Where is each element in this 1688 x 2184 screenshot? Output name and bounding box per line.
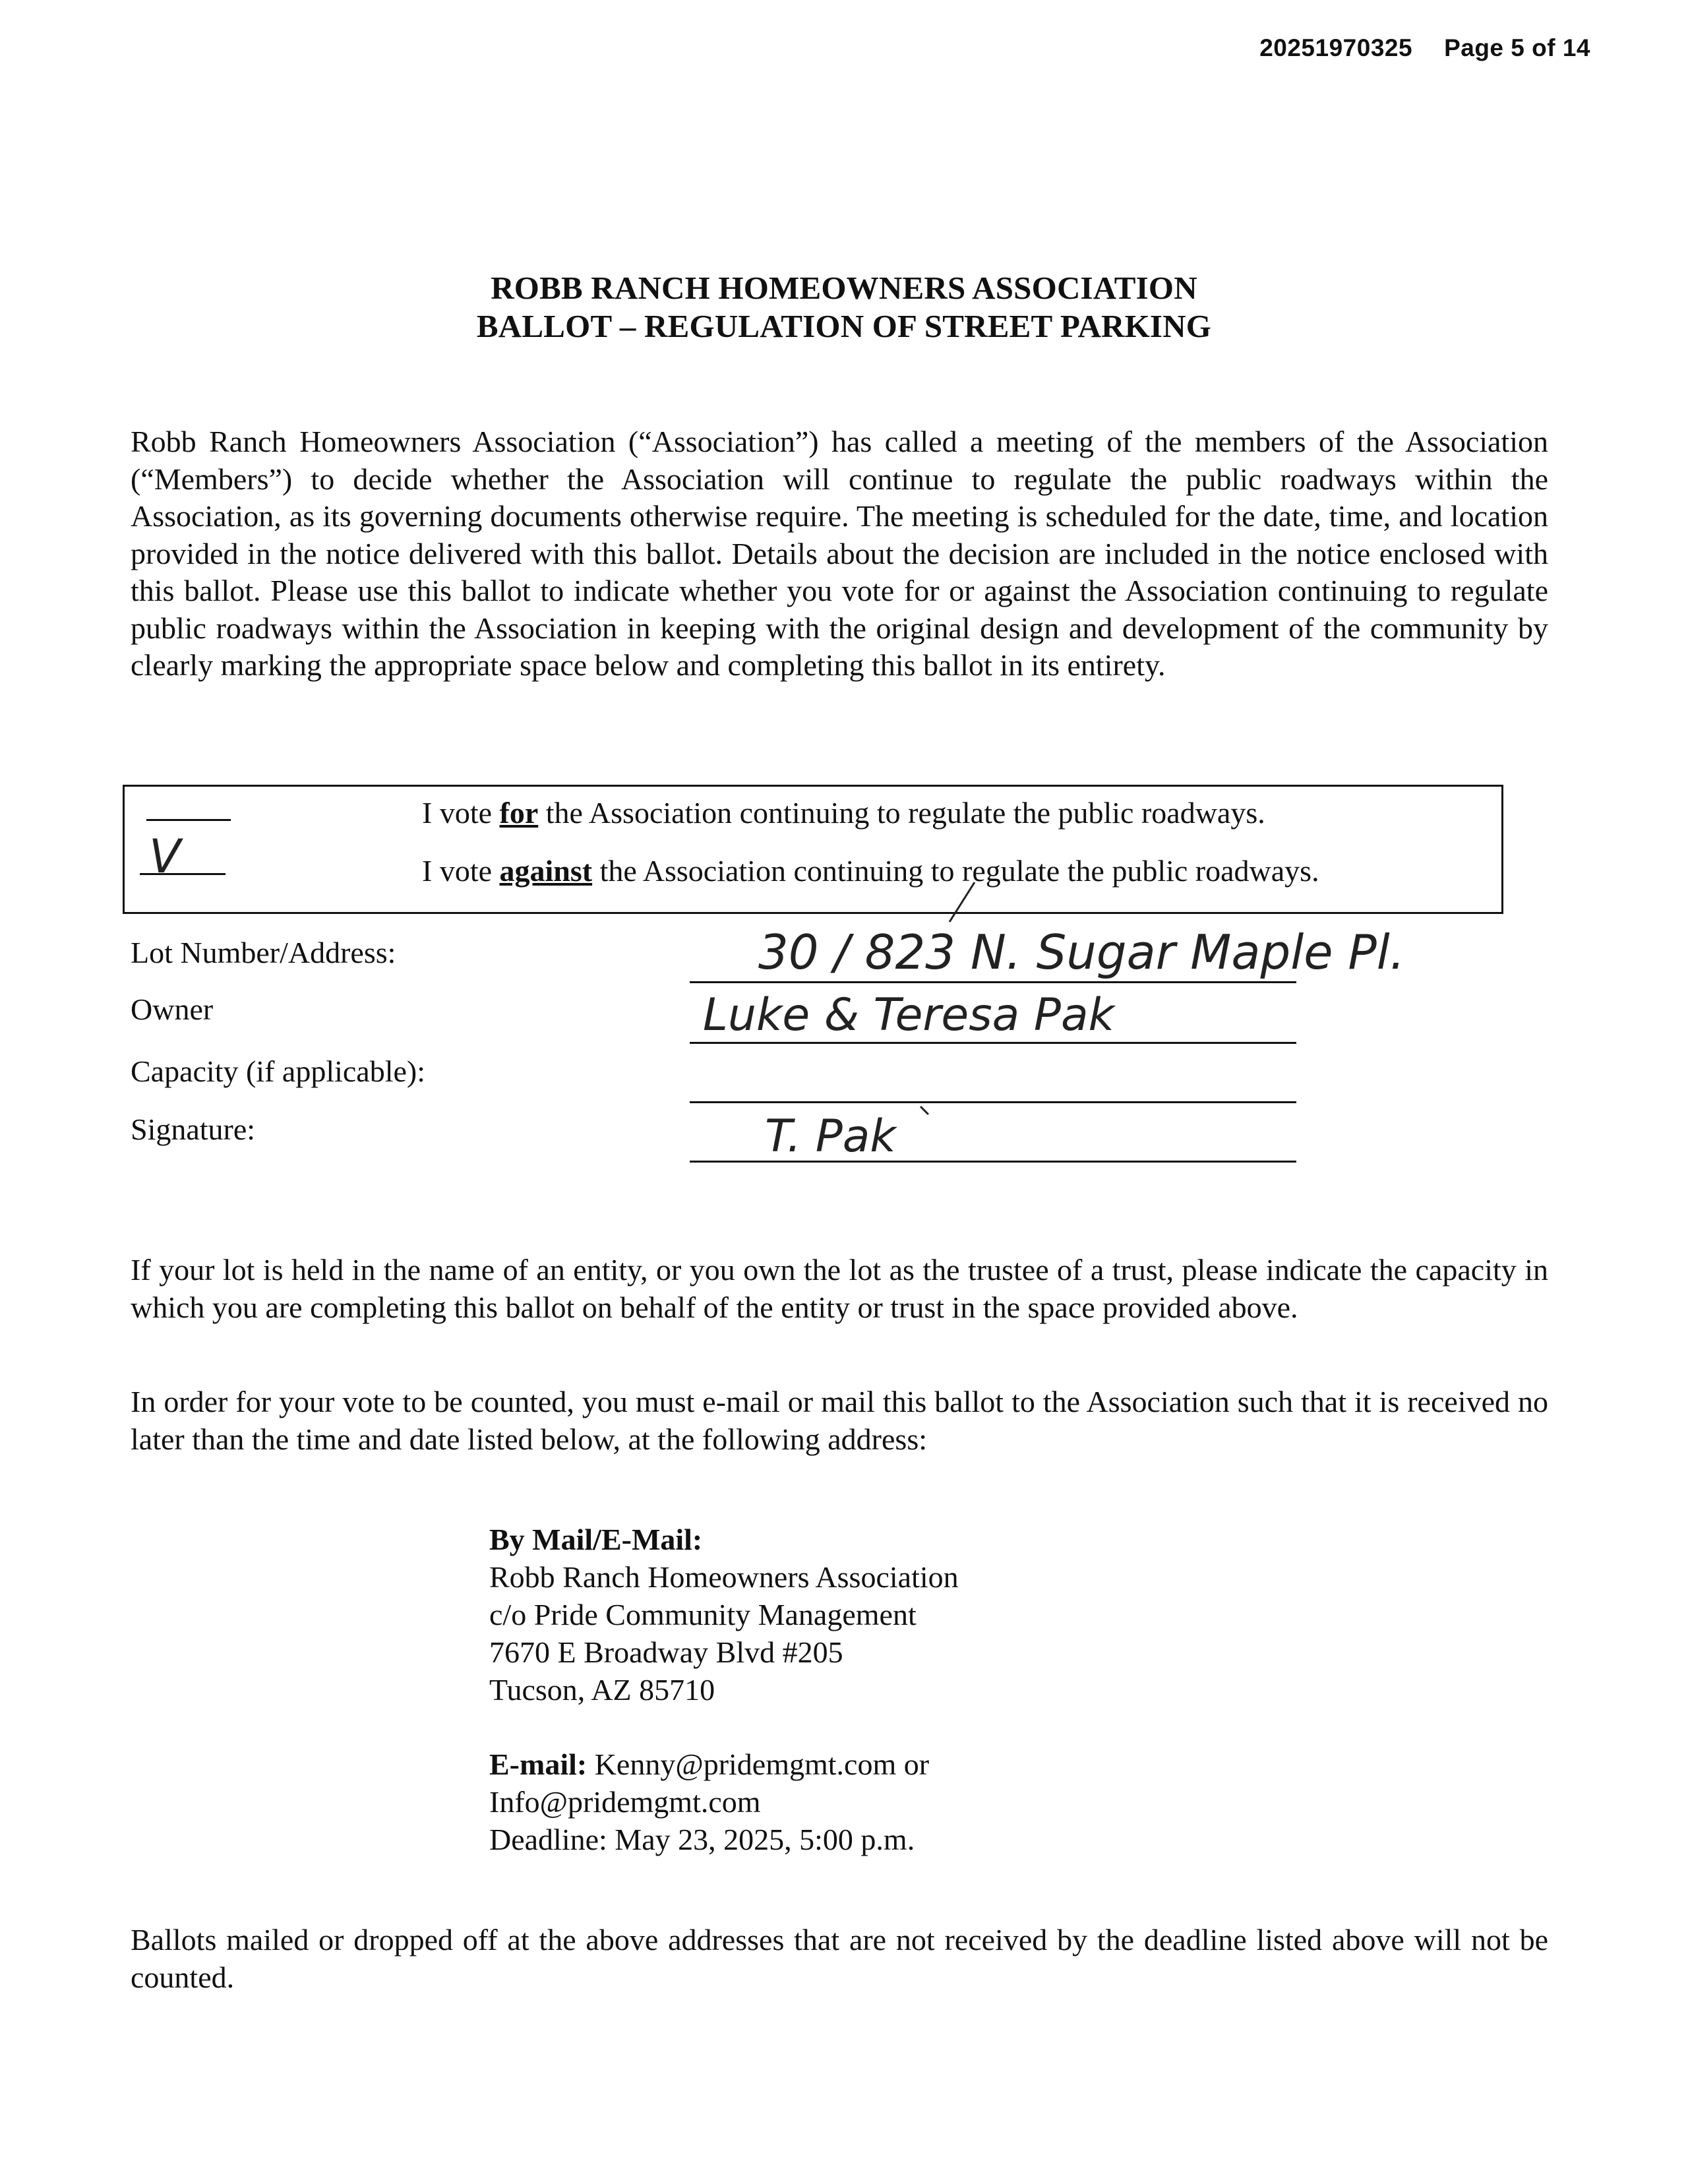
- document-subtitle: BALLOT – REGULATION OF STREET PARKING: [476, 308, 1212, 344]
- address-heading: By Mail/E-Mail:: [489, 1523, 703, 1556]
- vote-for-option: I vote for the Association continuing to regulate the public roadways.: [422, 796, 1265, 830]
- page-label: Page 5 of 14: [1444, 34, 1590, 61]
- address-block: [489, 1521, 959, 1858]
- vote-against-keyword: against: [499, 854, 593, 888]
- intro-paragraph: Robb Ranch Homeowners Association (“Association”) has called a meeting of the members of the Association (“Members”) to decide whether the Association will continue to regulate the public roadways within the Association, as its governing documents otherwise require. The meeting is scheduled for the date, time, and location provided in the notice delivered with this ballot. Details about the decision are included in the notice enclosed with this ballot. Please use this ballot to indicate whether you vote for or against the Association continuing to regulate public roadways within the Association in keeping with the original design and development of the community by clearly marking the appropriate space below and completing this ballot in its entirety.: [131, 425, 1548, 682]
- submit-paragraph: In order for your vote to be counted, you must e-mail or mail this ballot to the Association such that it is received no later than the time and date listed below, at the following address:: [131, 1385, 1548, 1456]
- owner-label: Owner: [131, 992, 214, 1026]
- address-line-3: 7670 E Broadway Blvd #205: [489, 1635, 843, 1669]
- email-1: Kenny@pridemgmt.com or: [587, 1747, 930, 1781]
- document-number: 20251970325: [1259, 34, 1413, 61]
- vote-for-keyword: for: [499, 796, 539, 830]
- signature-value: T. Pak: [765, 1110, 896, 1163]
- lot-address-label: Lot Number/Address:: [131, 936, 396, 969]
- deadline: Deadline: May 23, 2025, 5:00 p.m.: [489, 1823, 915, 1856]
- signature-label: Signature:: [131, 1112, 256, 1146]
- address-line-2: c/o Pride Community Management: [489, 1598, 917, 1631]
- email-2: Info@pridemgmt.com: [489, 1785, 761, 1819]
- vote-against-option: I vote against the Association continuing to regulate the public roadways.: [422, 854, 1319, 888]
- document-title: ROBB RANCH HOMEOWNERS ASSOCIATION: [491, 270, 1197, 306]
- closing-paragraph: Ballots mailed or dropped off at the above addresses that are not received by the deadline listed above will not be counted.: [131, 1923, 1548, 1994]
- owner-value: Luke & Teresa Pak: [703, 989, 1114, 1041]
- email-line-1: [489, 1745, 959, 1783]
- capacity-label: Capacity (if applicable):: [131, 1054, 426, 1088]
- lot-address-value: 30 / 823 N. Sugar Maple Pl.: [758, 925, 1405, 980]
- vote-check-mark: V: [149, 830, 181, 884]
- address-line-4: Tucson, AZ 85710: [489, 1673, 715, 1707]
- email-label: E-mail:: [489, 1747, 588, 1781]
- entity-paragraph: If your lot is held in the name of an entity, or you own the lot as the trustee of a trust, please indicate the capacity in which you are completing this ballot on behalf of the entity or trust in the space provided above.: [131, 1253, 1548, 1324]
- address-line-1: Robb Ranch Homeowners Association: [489, 1560, 959, 1594]
